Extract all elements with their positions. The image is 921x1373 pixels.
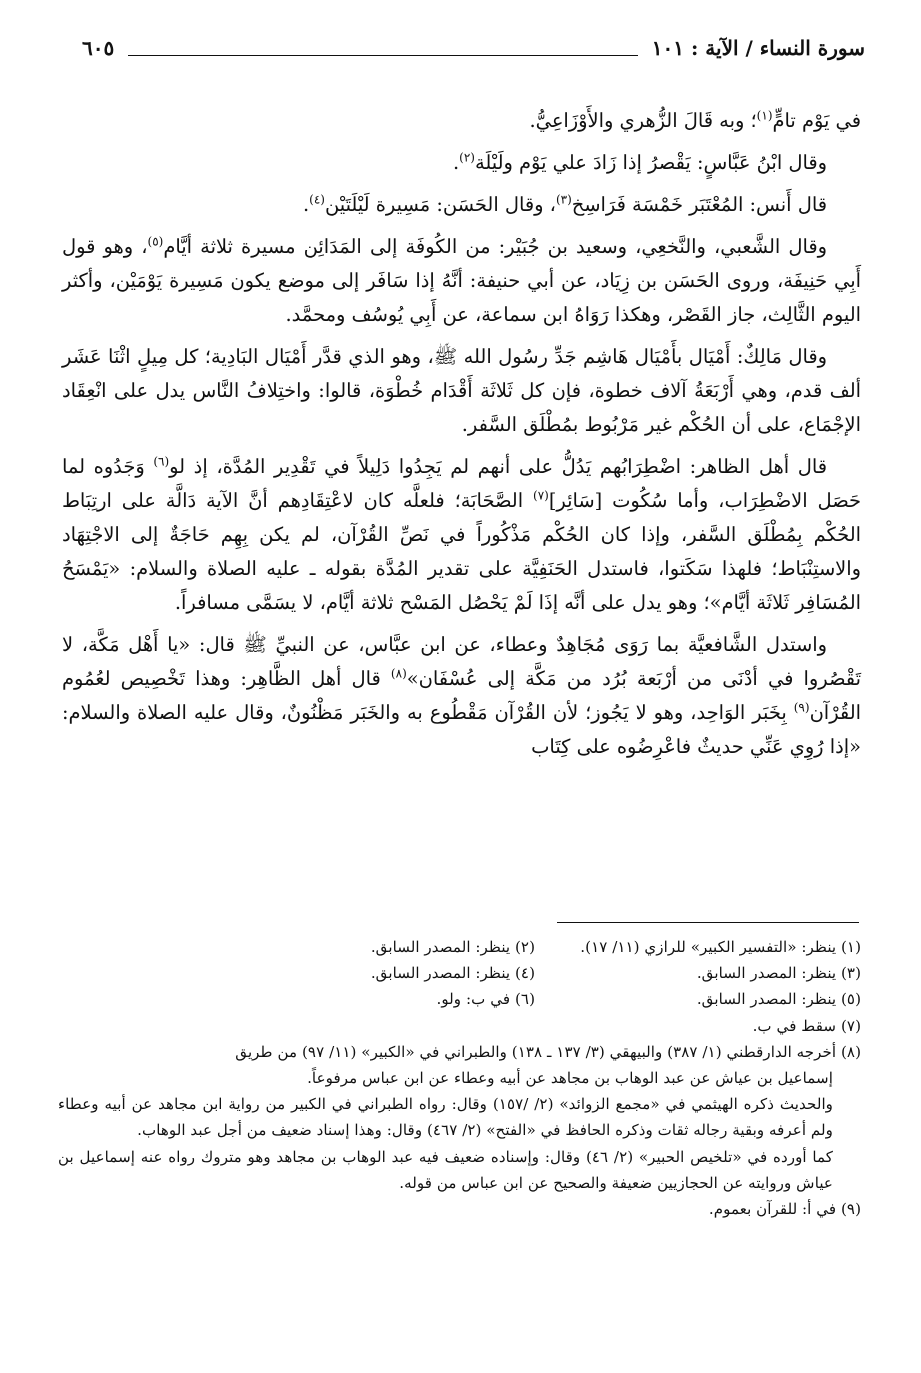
footnote-ref-9[interactable]: (٩) [793,700,810,715]
footnote-ref-6[interactable]: (٦) [153,454,170,469]
footnote-8-continuation: إسماعيل بن عياش عن عبد الوهاب بن مجاهد عن أبيه وعطاء عن ابن عباس مرفوعاً. [307,1069,833,1088]
running-title: سورة النساء / الآية : ١٠١ [651,36,865,60]
paragraph-3: قال أَنس: المُعْتَبَر خَمْسَة فَرَاسِخ$^{(٣)}$، وقال الحَسَن: مَسِيرة لَيْلَتَيْن$^{(٤)}$. [302,192,827,216]
footnote-5: (٥) ينظر: المصدر السابق. [696,990,861,1009]
footnote-ref-1[interactable]: (١) [756,108,773,123]
footnote-ref-3[interactable]: (٣) [555,192,572,207]
footnote-1: (١) ينظر: «التفسير الكبير» للرازي (١١/ ١٧). [580,938,861,956]
footnote-ref-2[interactable]: (٢) [459,150,475,165]
page-header [82,28,865,68]
footnote-2: (٢) ينظر: المصدر السابق. [370,938,535,956]
footnote-row [58,934,861,960]
footnote-separator [557,922,859,923]
footnote-7: (٧) سقط في ب. [752,1016,861,1035]
paragraph-7: واستدل الشَّافعيَّة بما رَوَى مُجَاهِدٌ وعطاء، عن ابن عبَّاس، عن النبيِّ ﷺ قال: «يا أَهْل مَكَّة، لا تَقْصُروا في أدْنَى من أرْبَعة بُرُد من مَكَّة إلى عُسْفَان»$^{(٨)}$ قال أهل الظَّاهِر: وهذا تَخْصِيص لعُمُوم القُرْآن$^{(٩)}$ بِخَبَر الوَاحِد، وهو لا يَجُوز؛ لأن القُرْآن مَقْطُوع به والخَبَر مَظْنُونٌ، وقال عليه الصلاة والسلام: «إذا رُوِي عَنِّي حديثٌ فاعْرِضُوه على كِتَاب [62,633,861,758]
paragraph-4: وقال الشَّعبي، والنَّخعِي، وسعيد بن جُبَيْر: من الكُوفَة إلى المَدَائِن مسيرة ثلاثة أيَّام$^{(٥)}$، وهو قول أَبِي حَنِيفَة، وروى الحَسَن بن زِيَاد، عن أبي حنيفة: أنَّهُ إذا سَافَر إلى موضع يكون مَسِيرة يَوْمَيْن، وأكثر اليوم الثَّالِث، جاز القَصْر، وهكذا رَوَاهُ ابن سماعة، عن أَبِي يُوسُف ومحمَّد. [62,234,861,326]
paragraph-5: وقال مَالِكٌ: أَمْيَال بأَمْيَال هَاشِم جَدِّ رسُول الله ﷺ، وهو الذي قدَّر أَمْيَال البَادِية؛ كل مِيلٍ اثْنَا عَشَر ألف قدم، وهي أَرْبَعَةُ آلاف خطوة، فإن كل ثَلاثَة أَقْدَام خُطْوَة، قالوا: واختِلافُ النَّاس يدل على انْعِقَاد الإجْمَاع، على أن الحُكْم غير مَرْبُوط بمُطْلَق السَّفر. [62,345,861,436]
footnote-ref-8[interactable]: (٨) [390,666,407,681]
footnote-row [58,960,861,986]
footnote-row [58,986,861,1012]
paragraph-6: قال أهل الظاهر: اضْطِرَابُهم يَدُلُّ على أنهم لم يَجِدُوا دَلِيلاً في تَقْدِير المُدَّة، إذ لو$^{(٦)}$ وَجَدُوه لما حَصَل الاضْطِرَاب، وأما سُكُوت [سَائِر]$^{(٧)}$ الصَّحَابَة؛ فلعلَّه كان لاعْتِقَادِهم أنَّ الآية دَالَّة على ارتِبَاط الحُكْم بِمُطْلَق السَّفر، وإذا كان الحُكْم مَذْكُوراً في نَصِّ القُرْآن، لم يكن بِهِم حَاجَةٌ إلى الاجْتِهَاد والاستِنْبَاط؛ فلهذا سَكَتوا، فاستدل الحَنَفِيَّة على تقدير المُدَّة بقوله ـ عليه الصلاة والسلام: «يَمْسَحُ المُسَافِر ثَلاثَة أيَّام»؛ وهو يدل على أنَّه إذَا لَمْ يَحْصُل المَسْح ثلاثة أيَّام، لا يسَمَّى مسافراً. [62,454,861,614]
footnote-6: (٦) في ب: ولو. [436,990,535,1009]
footnote-ref-7[interactable]: (٧) [533,488,549,503]
footnote-8-continuation: والحديث ذكره الهيثمي في «مجمع الزوائد» (٢/ /١٥٧) وقال: رواه الطبراني في الكبير من رواية ابن مجاهد عن أبيه وعطاء ولم أعرفه وبقية رجاله ثقات وذكره الحافظ في «الفتح» (٢/ ٤٦٧) وقال: وهذا إسناد ضعيف من أجل عبد الوهاب. [58,1095,833,1140]
footnote-8-continuation: كما أورده في «تلخيص الحبير» (٢/ ٤٦) وقال: وإسناده ضعيف فيه عبد الوهاب بن مجاهد وهو متروك رواه عنه إسماعيل بن عياش وروايته عن الحجازيين ضعيفة والصحيح عن ابن عباس من قوله. [58,1147,833,1192]
header-rule [128,41,638,56]
main-text [62,104,861,772]
footnote-4: (٤) ينظر: المصدر السابق. [370,964,535,983]
page-number: ٦٠٥ [82,36,115,60]
paragraph-2: وقال ابْنُ عَبَّاسٍ: يَقْصرُ إذا زَادَ علي يَوْم ولَيْلَة$^{(٢)}$. [452,150,827,174]
footnote-3: (٣) ينظر: المصدر السابق. [696,964,861,983]
footnote-8: (٨) أخرجه الدارقطني (١/ ٣٨٧) والبيهقي (٣/ ١٣٧ ـ ١٣٨) والطبراني في «الكبير» (١١/ ٩٧) من طريق [235,1042,861,1061]
footnote-9: (٩) في أ: للقرآن بعموم. [708,1200,861,1219]
footnote-ref-4[interactable]: (٤) [309,192,325,207]
footnotes [58,934,861,1222]
paragraph-1: في يَوْم تامٍّ$^{(١)}$؛ وبه قَالَ الزُّهري والأَوْزَاعِيُّ. [529,108,861,132]
footnote-ref-5[interactable]: (٥) [147,234,164,249]
